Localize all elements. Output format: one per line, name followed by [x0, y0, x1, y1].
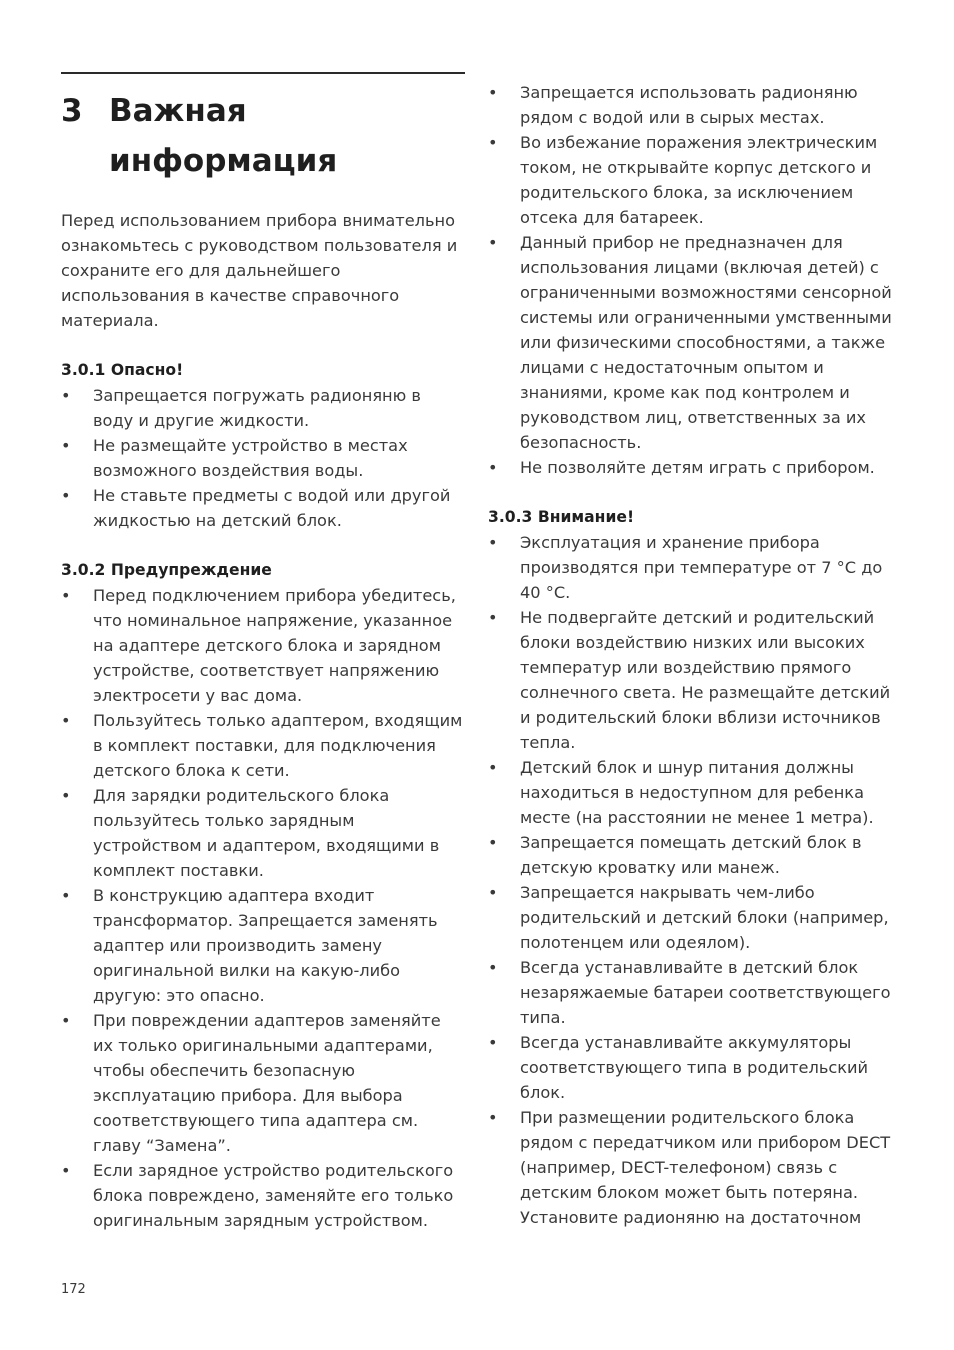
- bullet-icon: •: [488, 883, 498, 902]
- bullet-icon: •: [488, 533, 498, 552]
- section-title-warning: 3.0.2 Предупреждение: [61, 561, 272, 579]
- list-item: • При повреждении адаптеров заменяйте их только оригинальными адаптерами, чтобы обеспечить безопасную эксплуатацию прибора. Для выбора соответствующего типа адаптера см. главу “Замена”.: [61, 1008, 465, 1158]
- list-item: • Эксплуатация и хранение прибора производятся при температуре от 7 °C до 40 °C.: [488, 530, 898, 605]
- warning-list-continued: [488, 80, 898, 480]
- list-item: • Если зарядное устройство родительского блока повреждено, заменяйте его только оригинальным зарядным устройством.: [61, 1158, 465, 1233]
- list-item: • Не ставьте предметы с водой или другой жидкостью на детский блок.: [61, 483, 465, 533]
- bullet-icon: •: [61, 486, 71, 505]
- chapter-title-line2: информация: [109, 143, 338, 179]
- bullet-icon: •: [61, 1161, 71, 1180]
- bullet-icon: •: [488, 233, 498, 252]
- list-item: • Детский блок и шнур питания должны находиться в недоступном для ребенка месте (на расстоянии не менее 1 метра).: [488, 755, 898, 830]
- bullet-icon: •: [61, 586, 71, 605]
- bullet-icon: •: [488, 1033, 498, 1052]
- list-item: • При размещении родительского блока рядом с передатчиком или прибором DECT (например, DECT-телефоном) связь с детским блоком может быть потеряна. Установите радионяню на достаточном: [488, 1105, 898, 1230]
- caution-list: [488, 530, 898, 1230]
- list-item: • Данный прибор не предназначен для использования лицами (включая детей) с ограниченными возможностями сенсорной системы или ограниченными умственными или физическими способностями, а также лицами с недостаточным опытом и знаниями, кроме как под контролем и руководством лиц, ответственных за их безопасность.: [488, 230, 898, 455]
- list-item: • Для зарядки родительского блока пользуйтесь только зарядным устройством и адаптером, входящими в комплект поставки.: [61, 783, 465, 883]
- list-item: • Не подвергайте детский и родительский блоки воздействию низких или высоких температур или воздействию прямого солнечного света. Не размещайте детский и родительский блоки вблизи источников тепла.: [488, 605, 898, 755]
- bullet-icon: •: [488, 458, 498, 477]
- list-item: • Пользуйтесь только адаптером, входящим в комплект поставки, для подключения детского блока к сети.: [61, 708, 465, 783]
- list-item: • Всегда устанавливайте аккумуляторы соответствующего типа в родительский блок.: [488, 1030, 898, 1105]
- chapter-number: 3: [61, 93, 83, 129]
- bullet-icon: •: [488, 608, 498, 627]
- bullet-icon: •: [488, 83, 498, 102]
- list-item: • Запрещается погружать радионяню в воду и другие жидкости.: [61, 383, 465, 433]
- list-item: • В конструкцию адаптера входит трансформатор. Запрещается заменять адаптер или производить замену оригинальной вилки на какую-либо другую: это опасно.: [61, 883, 465, 1008]
- bullet-icon: •: [488, 133, 498, 152]
- bullet-icon: •: [61, 436, 71, 455]
- list-item: • Не размещайте устройство в местах возможного воздействия воды.: [61, 433, 465, 483]
- danger-list: [61, 383, 465, 533]
- bullet-icon: •: [488, 1108, 498, 1127]
- section-title-danger: 3.0.1 Опасно!: [61, 361, 184, 379]
- list-item: • Запрещается накрывать чем-либо родительский и детский блоки (например, полотенцем или одеялом).: [488, 880, 898, 955]
- right-column: [488, 80, 898, 1230]
- bullet-icon: •: [488, 833, 498, 852]
- warning-list: [61, 583, 465, 1233]
- intro-paragraph: Перед использованием прибора внимательно ознакомьтесь с руководством пользователя и сохраните его для дальнейшего использования в качестве справочного материала.: [61, 211, 458, 330]
- chapter-heading: [61, 86, 465, 186]
- bullet-icon: •: [61, 386, 71, 405]
- left-column: [61, 80, 465, 1233]
- bullet-icon: •: [61, 1011, 71, 1030]
- bullet-icon: •: [61, 886, 71, 905]
- list-item: • Перед подключением прибора убедитесь, что номинальное напряжение, указанное на адаптере детского блока и зарядном устройстве, соответствует напряжению электросети у вас дома.: [61, 583, 465, 708]
- list-item: • Запрещается помещать детский блок в детскую кроватку или манеж.: [488, 830, 898, 880]
- list-item: • Запрещается использовать радионяню рядом с водой или в сырых местах.: [488, 80, 898, 130]
- list-item: • Всегда устанавливайте в детский блок незаряжаемые батареи соответствующего типа.: [488, 955, 898, 1030]
- heading-rule: [61, 72, 465, 74]
- page-number: 172: [61, 1282, 86, 1297]
- list-item: • Не позволяйте детям играть с прибором.: [488, 455, 898, 480]
- bullet-icon: •: [488, 958, 498, 977]
- bullet-icon: •: [488, 758, 498, 777]
- chapter-title-line1: Важная: [109, 93, 247, 129]
- section-title-caution: 3.0.3 Внимание!: [488, 508, 635, 526]
- list-item: • Во избежание поражения электрическим током, не открывайте корпус детского и родительского блока, за исключением отсека для батареек.: [488, 130, 898, 230]
- bullet-icon: •: [61, 711, 71, 730]
- bullet-icon: •: [61, 786, 71, 805]
